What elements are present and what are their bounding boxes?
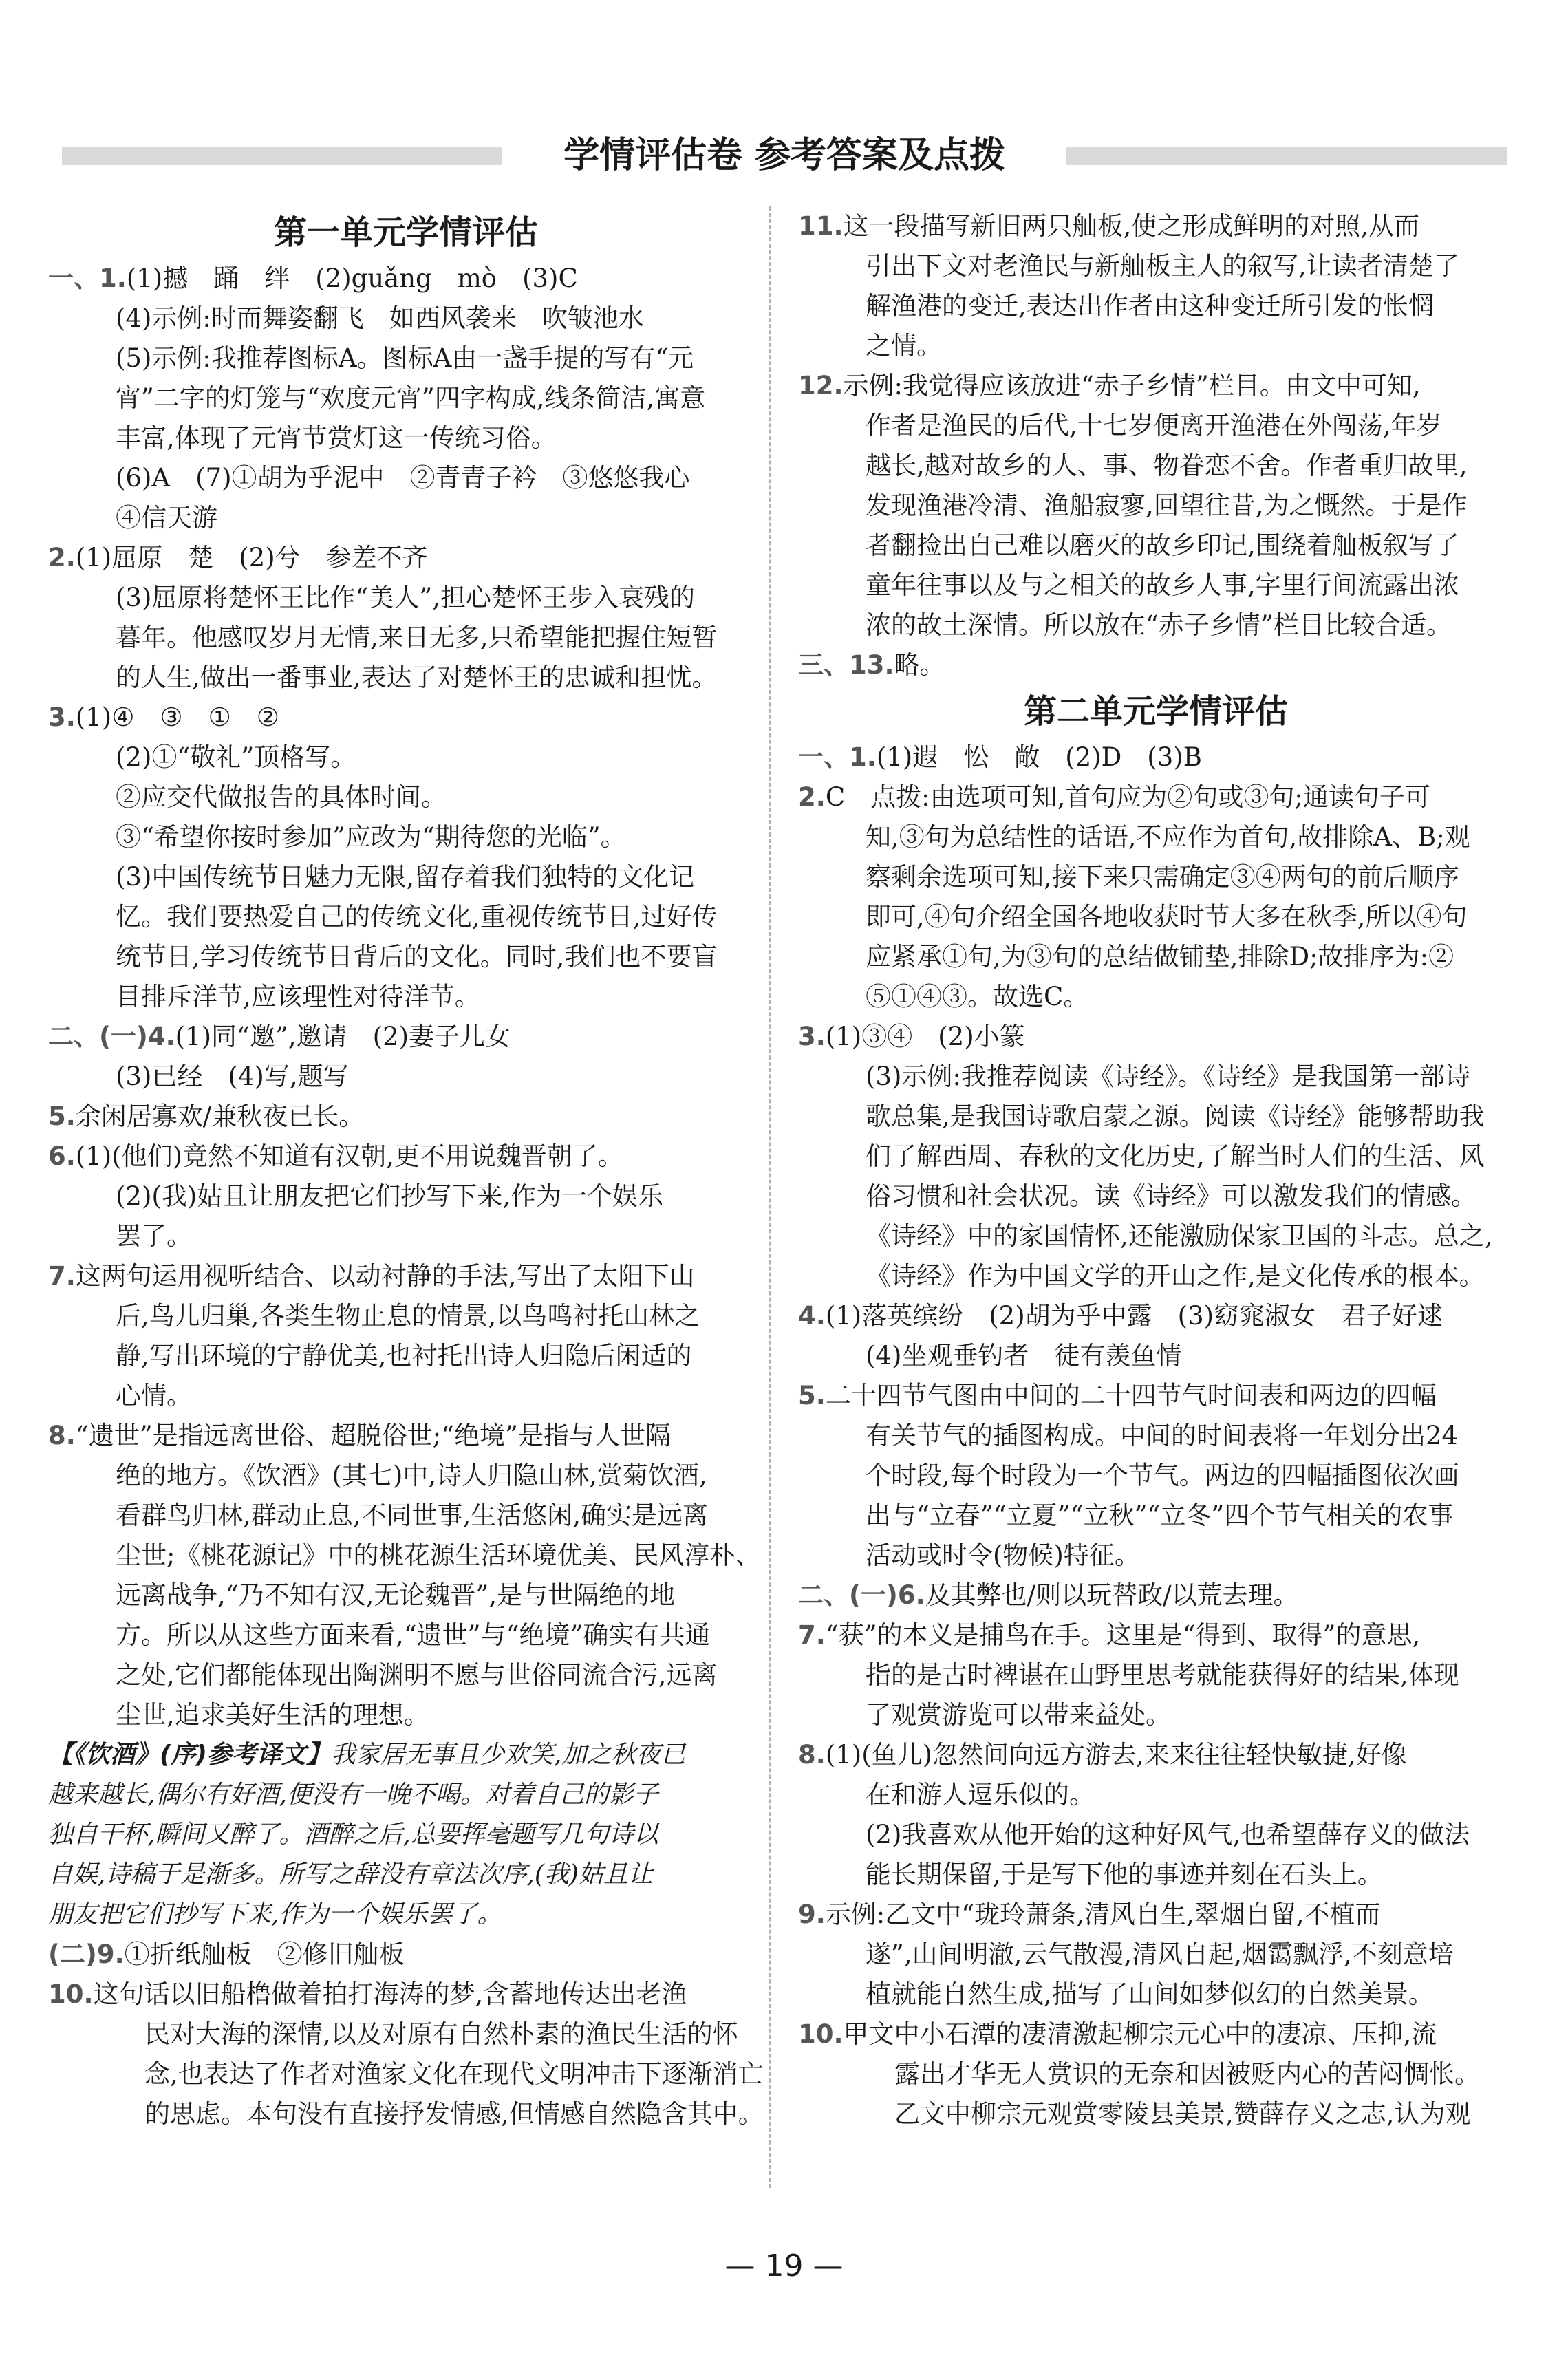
answer-text: (1)同“邀”,邀请 (2)妻子儿女 [175, 1022, 511, 1051]
answer-line [48, 418, 764, 458]
right-column [798, 206, 1514, 2134]
answer-text: 遂”,山间明澈,云气散漫,清风自起,烟霭飘浮,不刻意培 [866, 1939, 1454, 1969]
answer-text: (1)(他们)竟然不知道有汉朝,更不用说魏晋朝了。 [75, 1141, 623, 1171]
question-number: 7. [798, 1620, 826, 1650]
answer-text: 远离战争,“乃不知有汉,无论魏晋”,是与世隔绝的地 [116, 1580, 676, 1610]
answer-line [798, 1695, 1514, 1735]
answer-line [798, 977, 1514, 1017]
answer-line [48, 777, 764, 817]
answer-line [48, 1256, 764, 1296]
answer-text: 发现渔港冷清、渔船寂寥,回望往昔,为之慨然。于是作 [866, 491, 1468, 520]
answer-line [48, 618, 764, 658]
question-number: 二、(一)6. [798, 1580, 925, 1610]
answer-text: (4)示例:时而舞姿翻飞 如西风袭来 吹皱池水 [116, 303, 644, 333]
answer-line [798, 1975, 1514, 2014]
answer-line [48, 1935, 764, 1975]
answer-text: 察剩余选项可知,接下来只需确定③④两句的前后顺序 [866, 862, 1459, 892]
answer-line [48, 1975, 764, 2014]
answer-line [798, 246, 1514, 286]
answer-text: (3)示例:我推荐阅读《诗经》。《诗经》是我国第一部诗 [866, 1062, 1470, 1091]
answer-text: (3)屈原将楚怀王比作“美人”,担心楚怀王步入衰残的 [116, 583, 696, 612]
answer-text: 这两句运用视听结合、以动衬静的手法,写出了太阳下山 [75, 1261, 695, 1291]
answer-line [798, 937, 1514, 977]
question-number: 4. [798, 1301, 826, 1331]
answer-text: “遗世”是指远离世俗、超脱俗世;“绝境”是指与人世隔 [75, 1421, 671, 1450]
answer-text: ④信天游 [116, 503, 217, 533]
answer-line [48, 299, 764, 339]
question-number: 11. [798, 211, 844, 241]
answer-text: 歌总集,是我国诗歌启蒙之源。阅读《诗经》能够帮助我 [866, 1102, 1485, 1131]
answer-line [798, 1615, 1514, 1655]
answer-line [48, 937, 764, 977]
answer-line [798, 1137, 1514, 1176]
answer-text: 民对大海的深情,以及对原有自然朴素的渔民生活的怀 [144, 2019, 738, 2049]
answer-text: 示例:我觉得应该放进“赤子乡情”栏目。由文中可知, [843, 371, 1421, 400]
answer-text: 略。 [894, 650, 945, 680]
question-number: 10. [798, 2019, 844, 2049]
answer-line [48, 1416, 764, 1456]
answer-line [798, 1216, 1514, 1256]
question-number: 8. [48, 1421, 76, 1450]
question-number: 3. [48, 702, 76, 732]
answer-line [798, 1815, 1514, 1855]
answer-text: 有关节气的插图构成。中间的时间表将一年划分出24 [866, 1421, 1459, 1450]
question-number: 7. [48, 1261, 76, 1291]
answer-text: 自娱,诗稿于是渐多。所写之辞没有章法次序,(我)姑且让 [48, 1860, 653, 1889]
answer-text: ⑤①④③。故选C。 [866, 982, 1089, 1011]
question-number: 10. [48, 1979, 94, 2009]
answer-text: 越来越长,偶尔有好酒,便没有一晚不喝。对着自己的影子 [48, 1781, 658, 1809]
answer-line [48, 1296, 764, 1336]
answer-text: (1)③④ (2)小篆 [825, 1022, 1025, 1051]
answer-line [48, 498, 764, 538]
answer-line [798, 1775, 1514, 1815]
answer-line [48, 1216, 764, 1256]
question-number: 5. [48, 1102, 76, 1131]
question-number: 2. [48, 543, 76, 572]
answer-line [48, 1456, 764, 1496]
page-header [62, 135, 1507, 176]
answer-text: 目排斥洋节,应该理性对待洋节。 [116, 982, 480, 1011]
answer-line [48, 1615, 764, 1655]
answer-text: 植就能自然生成,描写了山间如梦似幻的自然美景。 [866, 1979, 1434, 2009]
answer-text: 统节日,学习传统节日背后的文化。同时,我们也不要盲 [116, 942, 718, 971]
answer-text: 尘世;《桃花源记》中的桃花源生活环境优美、民风淳朴、 [116, 1540, 761, 1570]
question-number: 三、13. [798, 650, 894, 680]
answer-line [798, 1536, 1514, 1576]
answer-line [798, 605, 1514, 645]
answer-text: 看群鸟归林,群动止息,不同世事,生活悠闲,确实是远离 [116, 1501, 709, 1530]
answer-line [798, 1496, 1514, 1536]
answer-text: 静,写出环境的宁静优美,也衬托出诗人归隐后闲适的 [116, 1341, 692, 1371]
answer-line [798, 738, 1514, 777]
answer-text: 忆。我们要热爱自己的传统文化,重视传统节日,过好传 [116, 902, 718, 932]
question-number: 6. [48, 1141, 76, 1171]
question-number: (二)9. [48, 1939, 125, 1969]
answer-line [48, 259, 764, 299]
question-number: 二、(一)4. [48, 1022, 175, 1051]
question-number: 8. [798, 1740, 826, 1770]
answer-line [798, 446, 1514, 486]
answer-line [48, 2054, 764, 2094]
answer-line [48, 1496, 764, 1536]
answer-line [798, 897, 1514, 937]
answer-text: 个时段,每个时段为一个节气。两边的四幅插图依次画 [866, 1461, 1459, 1490]
answer-text: 即可,④句介绍全国各地收获时节大多在秋季,所以④句 [866, 902, 1468, 932]
answer-text: 的人生,做出一番事业,表达了对楚怀王的忠诚和担忧。 [116, 663, 718, 692]
answer-text: 浓的故土深情。所以放在“赤子乡情”栏目比较合适。 [866, 610, 1452, 640]
answer-text: (1)(鱼儿)忽然间向远方游去,来来往往轻快敏捷,好像 [825, 1740, 1407, 1770]
answer-text: 《诗经》作为中国文学的开山之作,是文化传承的根本。 [866, 1261, 1485, 1291]
answer-text: ①折纸舢板 ②修旧舢板 [124, 1939, 405, 1969]
answer-text: 童年往事以及与之相关的故乡人事,字里行间流露出浓 [866, 570, 1459, 600]
section-heading: 第二单元学情评估 [1023, 692, 1288, 731]
answer-line [798, 1256, 1514, 1296]
answer-line [48, 2014, 764, 2054]
answer-text: 出与“立春”“立夏”“立秋”“立冬”四个节气相关的农事 [866, 1501, 1454, 1530]
question-number: 2. [798, 782, 826, 812]
answer-text: (6)A (7)①胡为乎泥中 ②青青子衿 ③悠悠我心 [116, 463, 690, 493]
answer-line [48, 578, 764, 618]
answer-line [48, 538, 764, 578]
translation-line [48, 1855, 764, 1895]
answer-line [798, 1176, 1514, 1216]
answer-line [48, 857, 764, 897]
question-number: 9. [798, 1900, 826, 1929]
answer-text: 们了解西周、春秋的文化历史,了解当时人们的生活、风 [866, 1141, 1485, 1171]
answer-text: 丰富,体现了元宵节赏灯这一传统习俗。 [116, 423, 557, 453]
translation-line [48, 1775, 764, 1815]
answer-line [798, 526, 1514, 566]
answer-text: 余闲居寡欢/兼秋夜已长。 [75, 1102, 365, 1131]
page-title: 学情评估卷 参考答案及点拨 [563, 135, 1006, 176]
answer-line [798, 2094, 1514, 2134]
answer-line [48, 1655, 764, 1695]
answer-text: 乙文中柳宗元观赏零陵县美景,赞薛存义之志,认为观 [894, 2099, 1471, 2129]
answer-line [48, 378, 764, 418]
answer-line [798, 857, 1514, 897]
answer-text: (4)坐观垂钓者 徒有羡鱼情 [866, 1341, 1182, 1371]
answer-text: (3)已经 (4)写,题写 [116, 1062, 349, 1091]
answer-text: 我家居无事且少欢笑,加之秋夜已 [330, 1741, 686, 1769]
answer-line [798, 1017, 1514, 1057]
answer-text: (1)④ ③ ① ② [75, 702, 279, 732]
page-number: — 19 — [724, 2248, 844, 2284]
answer-line [798, 1935, 1514, 1975]
answer-line [798, 1416, 1514, 1456]
answer-line [48, 1097, 764, 1137]
question-number: 5. [798, 1381, 826, 1410]
answer-text: (3)中国传统节日魅力无限,留存着我们独特的文化记 [116, 862, 695, 892]
answer-text: 活动或时令(物候)特征。 [866, 1540, 1140, 1570]
answer-text: 之情。 [866, 331, 942, 361]
answer-line [798, 817, 1514, 857]
answer-line [798, 326, 1514, 366]
answer-line [798, 1456, 1514, 1496]
translation-line [48, 1735, 764, 1775]
answer-text: 应紧承①句,为③句的总结做铺垫,排除D;故排序为:② [866, 942, 1454, 971]
answer-line [798, 1895, 1514, 1935]
question-number: 12. [798, 371, 844, 400]
answer-text: C 点拨:由选项可知,首句应为②句或③句;通读句子可 [825, 782, 1430, 812]
answer-line [48, 897, 764, 937]
answer-line [48, 1695, 764, 1735]
answer-line [48, 339, 764, 378]
question-number: 一、1. [798, 742, 877, 772]
answer-text: 甲文中小石潭的凄清激起柳宗元心中的凄凉、压抑,流 [843, 2019, 1437, 2049]
translation-line [48, 1815, 764, 1855]
answer-text: (2)(我)姑且让朋友把它们抄写下来,作为一个娱乐 [116, 1181, 664, 1211]
answer-text: 这句话以旧船橹做着拍打海涛的梦,含蓄地传达出老渔 [93, 1979, 687, 2009]
answer-line [798, 645, 1514, 685]
answer-text: 露出才华无人赏识的无奈和因被贬内心的苦闷惆怅。 [894, 2059, 1480, 2089]
answer-line [798, 286, 1514, 326]
answer-line [48, 1336, 764, 1376]
answer-text: 作者是渔民的后代,十七岁便离开渔港在外闯荡,年岁 [866, 411, 1442, 440]
answer-text: 这一段描写新旧两只舢板,使之形成鲜明的对照,从而 [843, 211, 1420, 241]
answer-text: 暮年。他感叹岁月无情,来日无多,只希望能把握住短暂 [116, 623, 718, 652]
answer-text: 解渔港的变迁,表达出作者由这种变迁所引发的怅惘 [866, 291, 1434, 321]
answer-line [798, 1057, 1514, 1097]
answer-line [48, 1576, 764, 1615]
answer-text: (1)落英缤纷 (2)胡为乎中露 (3)窈窕淑女 君子好逑 [825, 1301, 1443, 1331]
answer-text: 指的是古时裨谌在山野里思考就能获得好的结果,体现 [866, 1660, 1459, 1690]
answer-line [798, 206, 1514, 246]
answer-text: (1)遐 忪 敞 (2)D (3)B [876, 742, 1202, 772]
answer-text: 心情。 [116, 1381, 192, 1410]
answer-text: “获”的本义是捕鸟在手。这里是“得到、取得”的意思, [825, 1620, 1421, 1650]
answer-text: 的思虑。本句没有直接抒发情感,但情感自然隐含其中。 [144, 2099, 764, 2129]
answer-text: 及其弊也/则以玩替政/以荒去理。 [925, 1580, 1299, 1610]
answer-line [48, 817, 764, 857]
column-divider [769, 206, 771, 2188]
answer-text: 二十四节气图由中间的二十四节气时间表和两边的四幅 [825, 1381, 1437, 1410]
answer-line [798, 486, 1514, 526]
answer-text: 独自干杯,瞬间又醉了。酒醉之后,总要挥毫题写几句诗以 [48, 1820, 658, 1849]
answer-text: 之处,它们都能体现出陶渊明不愿与世俗同流合污,远离 [116, 1660, 718, 1690]
answer-text: 能长期保留,于是写下他的事迹并刻在石头上。 [866, 1860, 1383, 1889]
answer-line [798, 566, 1514, 605]
answer-text: 念,也表达了作者对渔家文化在现代文明冲击下逐渐消亡 [144, 2059, 764, 2089]
answer-text: (1)撼 踊 绊 (2)guǎng mò (3)C [126, 264, 578, 293]
answer-text: 朋友把它们抄写下来,作为一个娱乐罢了。 [48, 1900, 502, 1928]
question-number: 3. [798, 1022, 826, 1051]
answer-line [48, 1176, 764, 1216]
answer-text: (2)①“敬礼”顶格写。 [116, 742, 356, 772]
answer-line [798, 1376, 1514, 1416]
answer-text: ③“希望你按时参加”应改为“期待您的光临”。 [116, 822, 626, 852]
answer-line [48, 738, 764, 777]
answer-line [48, 1017, 764, 1057]
answer-text: 在和游人逗乐似的。 [866, 1780, 1095, 1809]
answer-line [798, 1576, 1514, 1615]
answer-line [48, 1137, 764, 1176]
translation-label: 【《饮酒》(序)参考译文】 [48, 1741, 331, 1769]
answer-line [48, 2094, 764, 2134]
answer-line [48, 1057, 764, 1097]
answer-text: (2)我喜欢从他开始的这种好风气,也希望薛存义的做法 [866, 1820, 1470, 1849]
answer-text: 罢了。 [116, 1221, 192, 1251]
translation-line [48, 1895, 764, 1935]
answer-text: 越长,越对故乡的人、事、物眷恋不舍。作者重归故里, [866, 451, 1468, 480]
answer-text: 尘世,追求美好生活的理想。 [116, 1700, 429, 1730]
answer-text: 示例:乙文中“珑玲萧条,清风自生,翠烟自留,不植而 [825, 1900, 1381, 1929]
answer-text: 《诗经》中的家国情怀,还能激励保家卫国的斗志。总之, [866, 1221, 1493, 1251]
answer-line [798, 777, 1514, 817]
answer-text: 引出下文对老渔民与新舢板主人的叙写,让读者清楚了 [866, 251, 1459, 281]
answer-text: (1)屈原 楚 (2)兮 参差不齐 [75, 543, 428, 572]
answer-line [798, 1735, 1514, 1775]
answer-line [48, 658, 764, 698]
answer-text: 绝的地方。《饮酒》(其七)中,诗人归隐山林,赏菊饮酒, [116, 1461, 707, 1490]
answer-text: 宵”二字的灯笼与“欢度元宵”四字构成,线条简洁,寓意 [116, 383, 706, 413]
question-number: 一、1. [48, 264, 127, 293]
section-heading: 第一单元学情评估 [273, 213, 538, 252]
answer-line [798, 2014, 1514, 2054]
answer-text: ②应交代做报告的具体时间。 [116, 782, 447, 812]
answer-line [48, 977, 764, 1017]
answer-text: 者翻捡出自己难以磨灭的故乡印记,围绕着舢板叙写了 [866, 530, 1459, 560]
answer-text: 了观赏游览可以带来益处。 [866, 1700, 1171, 1730]
answer-text: 俗习惯和社会状况。读《诗经》可以激发我们的情感。 [866, 1181, 1476, 1211]
answer-line [798, 406, 1514, 446]
answer-line [798, 1296, 1514, 1336]
answer-line [48, 698, 764, 738]
answer-line [798, 2054, 1514, 2094]
answer-line [798, 1097, 1514, 1137]
answer-line [48, 458, 764, 498]
left-column [48, 206, 764, 2134]
answer-line [798, 1336, 1514, 1376]
answer-line [798, 1855, 1514, 1895]
answer-line [798, 366, 1514, 406]
answer-text: 后,鸟儿归巢,各类生物止息的情景,以鸟鸣衬托山林之 [116, 1301, 700, 1331]
answer-line [48, 1536, 764, 1576]
answer-text: 方。所以从这些方面来看,“遗世”与“绝境”确实有共通 [116, 1620, 711, 1650]
answer-line [798, 1655, 1514, 1695]
answer-text: (5)示例:我推荐图标A。图标A由一盏手提的写有“元 [116, 343, 694, 373]
answer-line [48, 1376, 764, 1416]
answer-text: 知,③句为总结性的话语,不应作为首句,故排除A、B;观 [866, 822, 1470, 852]
